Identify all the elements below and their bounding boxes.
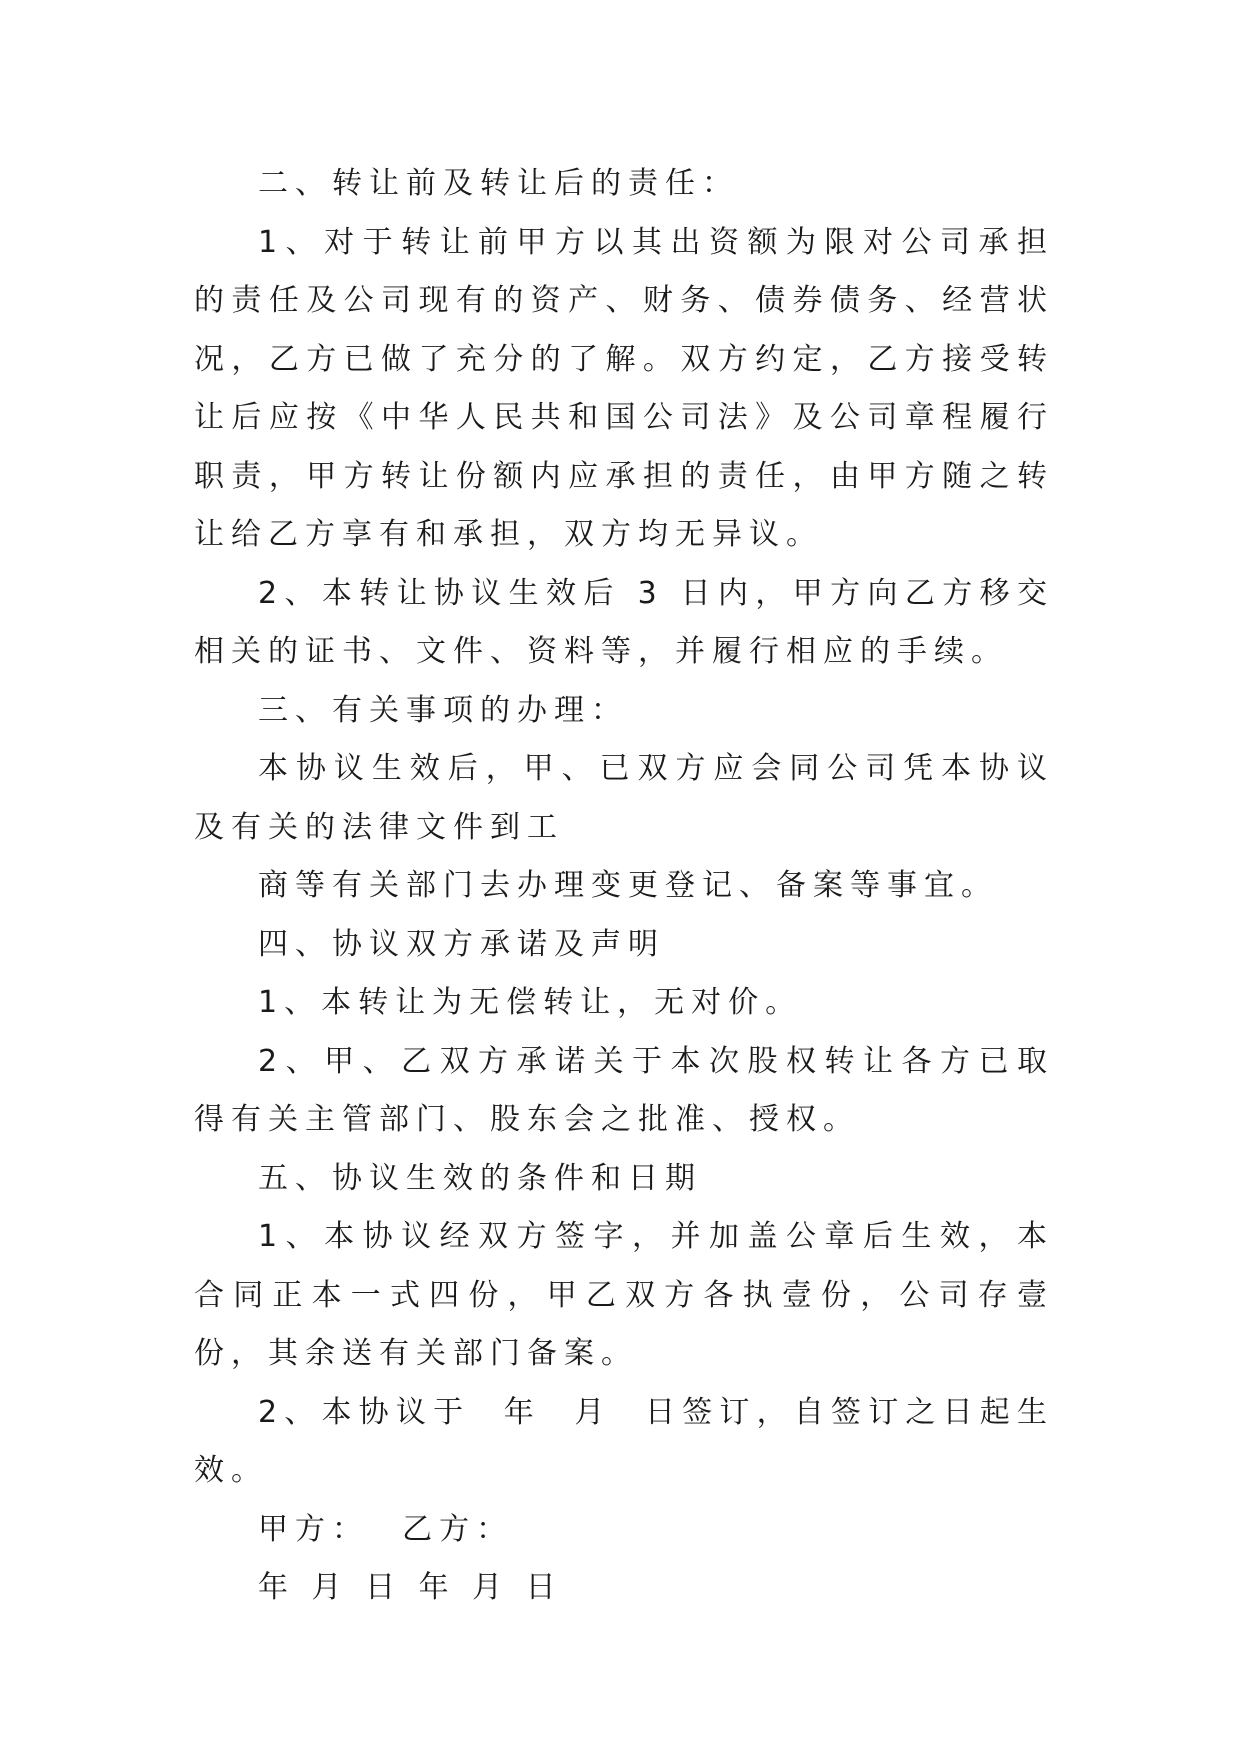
section-heading-effectiveness: 五、协议生效的条件和日期	[258, 1160, 702, 1196]
document-body	[194, 155, 1054, 1618]
clause-2-1-paragraph: 1、对于转让前甲方以其出资额为限对公司承担的责任及公司现有的资产、财务、债券债务、经营状况，乙方已做了充分的了解。双方约定，乙方接受转让后应按《中华人民共和国公司法》及公司章程履行职责，甲方转让份额内应承担的责任，由甲方随之转让给乙方享有和承担，双方均无异议。	[194, 224, 1054, 552]
procedures-paragraph-continued: 商等有关部门去办理变更登记、备案等事宜。	[258, 868, 998, 903]
signature-parties-line: 甲方： 乙方：	[258, 1511, 514, 1547]
clause-4-1-paragraph: 1、本转让为无偿转让，无对价。	[258, 985, 803, 1020]
clause-2-2-paragraph: 2、本转让协议生效后 3 日内，甲方向乙方移交相关的证书、文件、资料等，并履行相应的手续。	[194, 575, 1054, 669]
signature-dates-line: 年 月 日 年 月 日	[258, 1570, 563, 1605]
clause-5-2-paragraph: 2、本协议于 年 月 日签订，自签订之日起生效。	[194, 1394, 1054, 1488]
section-heading-commitments: 四、协议双方承诺及声明	[258, 926, 665, 962]
procedures-paragraph: 本协议生效后，甲、已双方应会同公司凭本协议及有关的法律文件到工	[194, 751, 1054, 845]
section-heading-responsibility: 二、转让前及转让后的责任：	[258, 166, 739, 201]
clause-5-1-paragraph: 1、本协议经双方签字，并加盖公章后生效，本合同正本一式四份，甲乙双方各执壹份，公司存壹份，其余送有关部门备案。	[194, 1219, 1054, 1371]
clause-4-2-paragraph: 2、甲、乙双方承诺关于本次股权转让各方已取得有关主管部门、股东会之批准、授权。	[194, 1043, 1054, 1137]
section-heading-procedures: 三、有关事项的办理：	[258, 692, 628, 728]
